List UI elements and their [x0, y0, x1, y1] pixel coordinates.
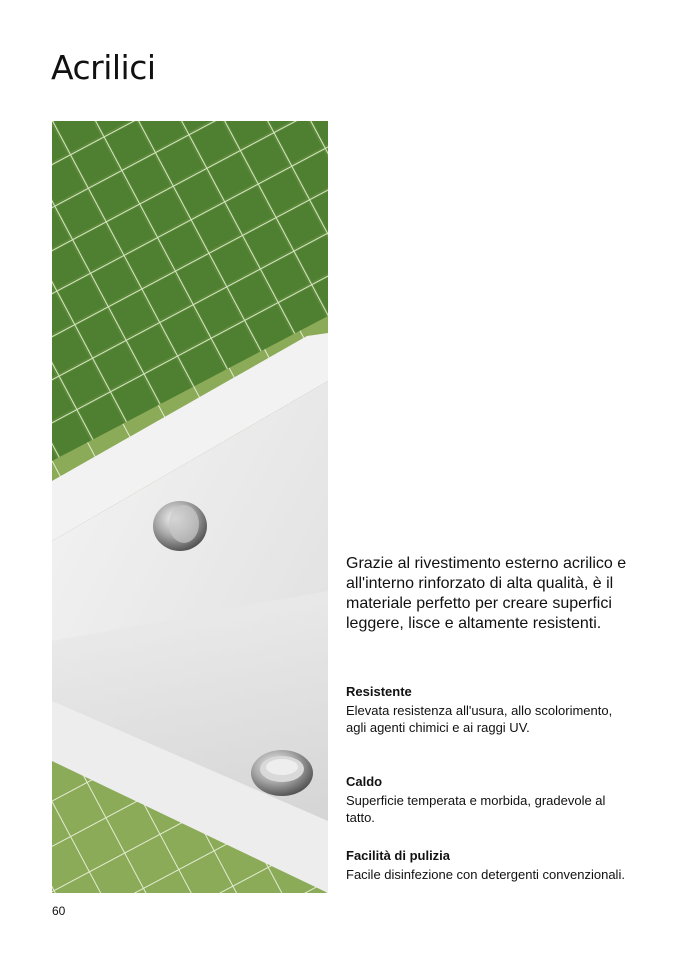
feature-resistente [346, 683, 636, 736]
page-title: Acrilici [51, 48, 156, 87]
page-number: 60 [52, 904, 66, 918]
feature-text: Facile disinfezione con detergenti convenzionali. [346, 867, 625, 882]
intro-paragraph: Grazie al rivestimento esterno acrilico e all'interno rinforzato di alta qualità, è il materiale perfetto per creare superfici leggere, lisce e altamente resistenti. [346, 555, 627, 632]
feature-facilita-pulizia [346, 847, 636, 883]
feature-caldo [346, 773, 636, 826]
feature-heading: Caldo [346, 774, 383, 789]
feature-text: Superficie temperata e morbida, gradevole al tatto. [346, 793, 606, 825]
feature-heading: Facilità di pulizia [346, 848, 451, 863]
feature-heading: Resistente [346, 684, 412, 699]
bathtub-photo [52, 121, 328, 893]
feature-text: Elevata resistenza all'usura, allo scolorimento, agli agenti chimici e ai raggi UV. [346, 703, 613, 735]
